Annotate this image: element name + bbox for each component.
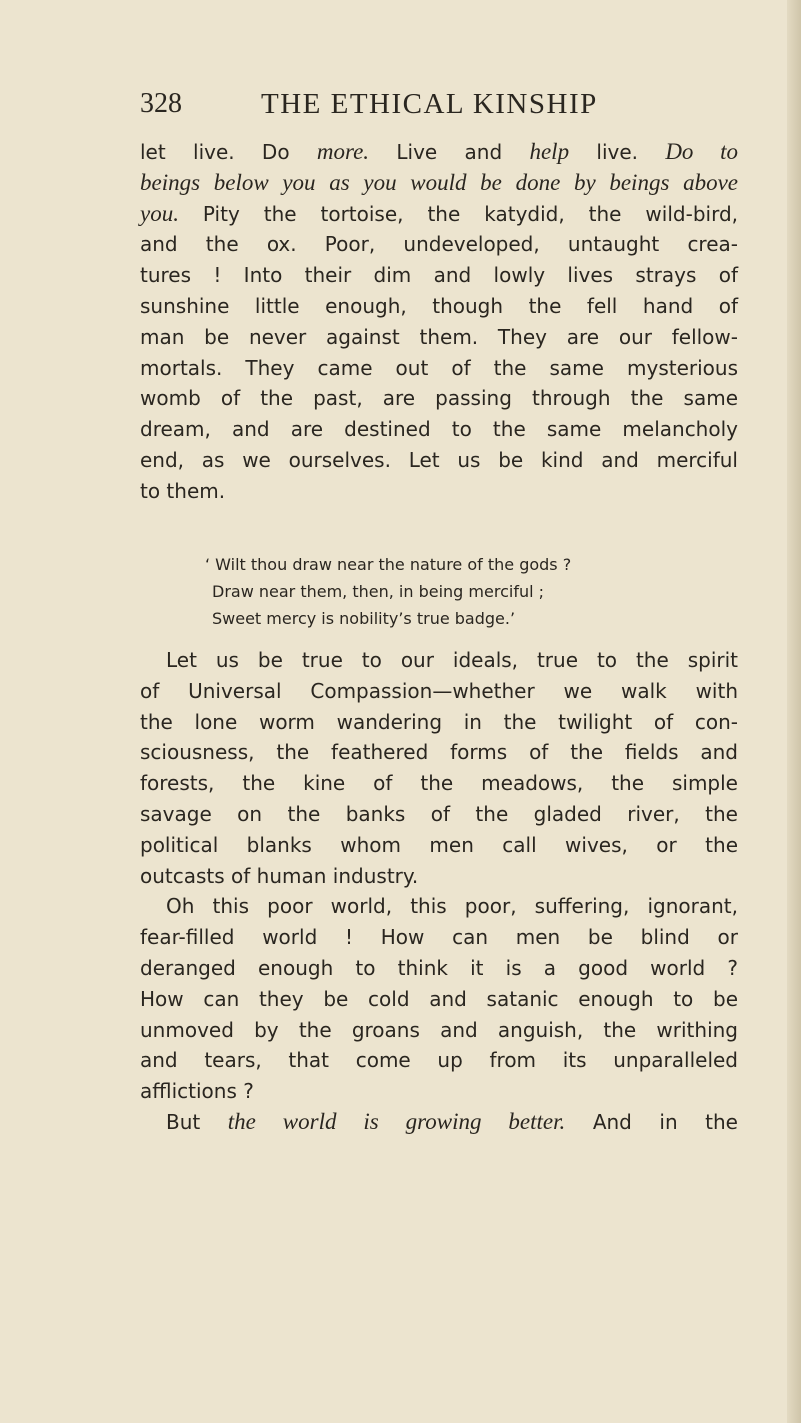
text-line: [140, 414, 738, 445]
text-run: of Universal Compassion—whether we walk with: [140, 678, 738, 703]
quote-line: ‘ Wilt thou draw near the nature of the gods ?: [205, 555, 572, 574]
text-line: [140, 984, 738, 1015]
text-run: sunshine little enough, though the fell hand of: [140, 293, 738, 318]
text-run: deranged enough to think it is a good world ?: [140, 955, 738, 980]
running-title: THE ETHICAL KINSHIP: [261, 88, 598, 120]
page-number: 328: [140, 88, 182, 119]
paragraph-1: [140, 137, 738, 507]
text-line: [140, 953, 738, 984]
text-line: [140, 922, 738, 953]
text-line: [140, 645, 738, 676]
text-line: [140, 799, 738, 830]
text-run: dream, and are destined to the same melancholy: [140, 417, 738, 442]
text-run: let live. Do: [140, 140, 317, 164]
text-line: [140, 737, 738, 768]
text-run: savage on the banks of the gladed river, the: [140, 801, 738, 826]
italic-text: you.: [140, 200, 179, 226]
text-line: [140, 1015, 738, 1046]
text-line: [140, 1107, 738, 1138]
page-edge: [787, 0, 801, 1423]
text-line: [140, 445, 738, 476]
text-line: [140, 861, 738, 892]
italic-text: Do to: [665, 139, 739, 164]
text-run: womb of the past, are passing through the same: [140, 386, 738, 411]
text-line: [140, 891, 738, 922]
text-run: afflictions ?: [140, 1079, 254, 1104]
text-run: end, as we ourselves. Let us be kind and merciful: [140, 447, 738, 472]
italic-text: the world is growing better.: [227, 1108, 566, 1134]
text-line: [140, 830, 738, 861]
text-run: How can they be cold and satanic enough to be: [140, 986, 738, 1011]
text-run: man be never against them. They are our fellow-: [140, 324, 738, 349]
text-line: [140, 676, 738, 707]
text-line: [140, 707, 738, 738]
text-line: [140, 353, 738, 384]
text-line: [140, 168, 738, 199]
paragraph-2: [140, 645, 738, 1138]
text-run: sciousness, the feathered forms of the fields and: [140, 740, 738, 765]
text-run: But: [166, 1109, 228, 1134]
italic-text: help: [529, 139, 570, 164]
text-line: [140, 137, 738, 168]
text-run: and the ox. Poor, undeveloped, untaught crea-: [140, 232, 738, 257]
text-line: [140, 291, 738, 322]
text-line: [140, 322, 738, 353]
text-run: forests, the kine of the meadows, the simple: [140, 771, 738, 796]
text-run: Live and: [369, 140, 530, 164]
text-run: Let us be true to our ideals, true to the spirit: [166, 648, 738, 672]
text-line: [140, 260, 738, 291]
text-line: [140, 229, 738, 260]
text-run: unmoved by the groans and anguish, the writhing: [140, 1017, 738, 1042]
text-run: Pity the tortoise, the katydid, the wild-bird,: [178, 201, 738, 226]
text-line: [140, 768, 738, 799]
italic-text: beings below you as you would be done by beings above: [140, 169, 738, 195]
text-line: [140, 383, 738, 414]
text-run: mortals. They came out of the same mysterious: [140, 355, 738, 380]
text-run: and tears, that come up from its unparalleled: [140, 1048, 738, 1073]
text-run: the lone worm wandering in the twilight of con-: [140, 709, 738, 734]
text-run: And in the: [565, 1109, 738, 1134]
text-run: political blanks whom men call wives, or the: [140, 832, 738, 857]
text-run: fear-filled world ! How can men be blind or: [140, 925, 738, 950]
text-line: [140, 1045, 738, 1076]
page-header: [140, 88, 700, 128]
verse-quote: [205, 551, 571, 632]
text-run: live.: [569, 140, 666, 164]
text-run: outcasts of human industry.: [140, 863, 419, 888]
text-line: [140, 1076, 738, 1107]
text-line: [140, 199, 738, 230]
quote-line: Sweet mercy is nobility’s true badge.’: [212, 609, 516, 628]
text-run: tures ! Into their dim and lowly lives strays of: [140, 263, 738, 288]
text-run: to them.: [140, 478, 226, 503]
italic-text: more.: [316, 139, 370, 164]
text-run: Oh this poor world, this poor, suffering, ignorant,: [166, 894, 738, 919]
quote-line: Draw near them, then, in being merciful ;: [212, 582, 545, 601]
text-line: [140, 476, 738, 507]
